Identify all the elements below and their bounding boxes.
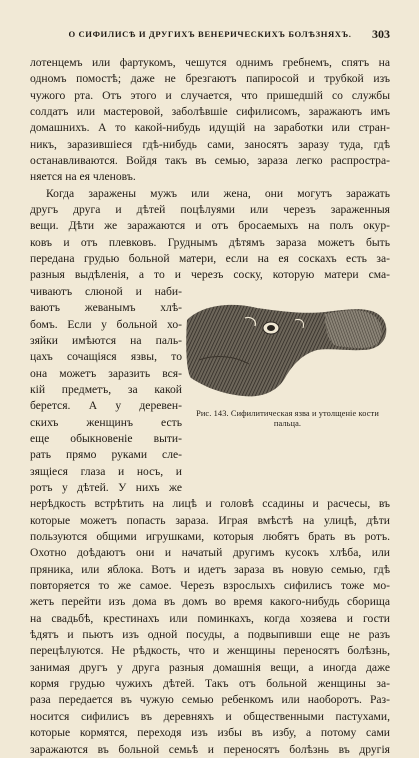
text-line: няется на ея членовъ. [30, 170, 136, 184]
text-line: ваютъ жеванымъ хлѣ- [30, 301, 182, 315]
figure-caption: Рис. 143. Сифилитическая язва и утолщеніе кости пальца. [196, 408, 379, 428]
text-line: пользуются общими игрушками, которыя любятъ брать въ ротъ. [30, 530, 390, 544]
text-line: Охотно доѣдаютъ они и начатый другимъ кусокъ хлѣба, или [30, 546, 390, 560]
text-line: которые можетъ попасть зараза. Играя вмѣстѣ на улицѣ, дѣти [30, 513, 390, 527]
text-line: заражаются въ больной семьѣ и переносятъ болѣзнь въ другія [30, 742, 390, 756]
text-line: другъ друга и дѣтей поцѣлуями или черезъ зараженныя [30, 203, 390, 217]
text-line: повторяется то же самое. Черезъ взрослыхъ сифилисъ тоже мо- [30, 579, 390, 593]
text-line: домашнихъ. А то какой-нибудь идущій на заработки или стран- [30, 121, 390, 135]
text-line: зящіеся глаза и носъ, и [30, 464, 182, 478]
text-line: рать прямо руками сле- [30, 448, 182, 462]
text-line: одномъ помостѣ; даже не брезгаютъ папиросой и трубкой изъ [30, 72, 390, 86]
text-line: вещи. Дѣти же заражаются и отъ бросаемыхъ на полъ окур- [30, 219, 390, 233]
text-line: бомъ. Если у больной хо- [30, 317, 182, 331]
text-line: нерѣдкость встрѣтить на лицѣ и головѣ ссадины и расчесы, въ [30, 497, 390, 511]
text-line: солдатъ или мастеровой, заболѣвшіе сифилисомъ, заражаютъ имъ [30, 105, 390, 119]
text-line: разныя выдѣленія, а то и черезъ соску, которую матери сма- [30, 268, 390, 282]
text-line: чужого рта. Отъ этого и случается, что пришедшій со службы [30, 88, 390, 102]
text-line: кій предметъ, за какой [30, 382, 182, 396]
text-line: ковъ и отъ плевковъ. Груднымъ дѣтямъ зараза можетъ быть [30, 235, 390, 249]
figure-143 [185, 290, 390, 429]
text-line: Когда заражены мужъ или жена, они могутъ заражать [46, 186, 390, 200]
text-line: скихъ женщинъ есть [30, 415, 182, 429]
text-line: ѣдятъ и пьютъ изъ одной посуды, а подвыпивши еще не разъ [30, 628, 390, 642]
text-line: пряника, или яблока. Вотъ и идетъ зараза въ новую семью, гдѣ [30, 562, 390, 576]
text-line: на свадьбѣ, крестинахъ или поминкахъ, когда хозяева и гости [30, 611, 390, 625]
text-line: кормя грудью чужихъ дѣтей. Такъ отъ больной женщины за- [30, 677, 390, 691]
figure-wrap-zone [30, 284, 390, 448]
text-line: передана грудью больной матери, если на ея соскахъ есть за- [30, 252, 390, 266]
text-line: берется. А у деревен- [30, 399, 182, 413]
text-line: лотенцемъ или фартукомъ, чешутся однимъ гребнемъ, спятъ на [30, 56, 390, 69]
text-line: занимая другъ у друга разныя домашнія вещи, а иногда даже [30, 660, 390, 674]
paragraph-2 [30, 186, 390, 284]
wrapped-text-tail [30, 447, 390, 496]
text-line: зяйки имѣются на паль- [30, 333, 182, 347]
text-line: носится сифилисъ въ деревняхъ и общественными пастухами, [30, 709, 390, 723]
paragraph-1 [30, 55, 390, 186]
text-line: перецѣлуются. Не рѣдкость, что и женщины переносятъ болѣзнь, [30, 644, 390, 658]
text-line: еще обыкновеніе выти- [30, 431, 182, 445]
text-line: жетъ перейти изъ дома въ домъ во время какого-нибудь сборища [30, 595, 390, 609]
paragraph-3 [30, 496, 390, 758]
text-line: никъ, заразившіеся гдѣ-нибудь сами, заносятъ заразу туда, гдѣ [30, 137, 390, 151]
text-line: ротъ у дѣтей. У нихъ же [30, 481, 182, 494]
running-title: О СИФИЛИСѢ И ДРУГИХЪ ВЕНЕРИЧЕСКИХЪ БОЛѢЗНЯХЪ. [68, 29, 352, 39]
running-header [30, 27, 390, 41]
wrapped-text-column [30, 284, 182, 447]
body-text [30, 55, 390, 758]
text-line: останавливаются. Войдя такъ въ семью, зараза легко распростра- [30, 154, 390, 168]
book-page [30, 0, 390, 756]
text-line: которые кормятся, переходя изъ избы въ избу, а потому сами [30, 726, 390, 740]
text-line: раза передается въ чужую семью ребенкомъ или наоборотъ. Раз- [30, 693, 390, 707]
finger-illustration [185, 290, 390, 400]
text-line: она можетъ заразить вся- [30, 366, 182, 380]
text-line: цахъ сочащіяся язвы, то [30, 350, 182, 364]
page-number: 303 [372, 27, 390, 41]
text-line: чиваютъ слюной и наби- [30, 284, 182, 298]
